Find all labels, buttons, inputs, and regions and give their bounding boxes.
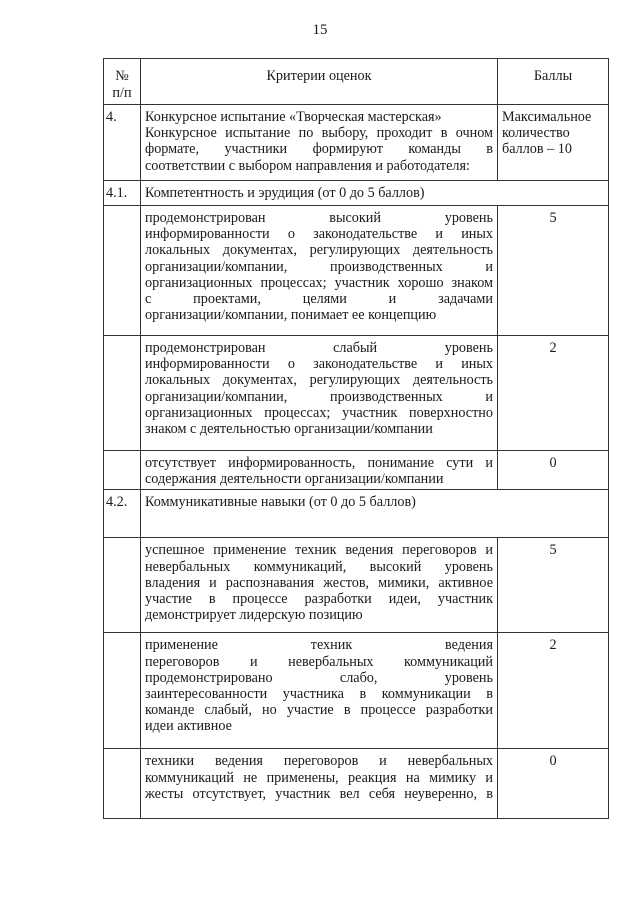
criterion-line: техники ведения переговоров и невербальных: [145, 753, 493, 770]
score-value: 5: [498, 538, 609, 633]
table-row-section-4-2: [104, 490, 609, 538]
criterion-line: содержания деятельности организации/компании: [145, 471, 444, 488]
criterion-line: локальных документах, регулирующих деятельность: [145, 242, 493, 259]
empty-number-cell: [104, 749, 141, 819]
criterion-line: невербальных коммуникаций, высокий уровень: [145, 558, 493, 575]
score-value: 5: [498, 206, 609, 336]
max-score-line: Максимальное: [502, 109, 592, 125]
criterion-line: знаком с деятельностью организации/компании: [145, 421, 433, 438]
criterion-line: информированности о законодательстве и иных: [145, 356, 493, 373]
table-row: [104, 336, 609, 451]
criterion-line: успешное применение техник ведения переговоров и: [145, 542, 493, 559]
header-number-line2: п/п: [112, 85, 132, 101]
description-line: Конкурсное испытание по выбору, проходит в очном: [145, 125, 493, 142]
criterion-text: [141, 538, 498, 633]
criterion-line: отсутствует информированность, понимание сути и: [145, 455, 493, 471]
criterion-line: владения и распознавания жестов, мимики, активное: [145, 574, 493, 591]
criterion-text: [141, 336, 498, 451]
empty-number-cell: [104, 206, 141, 336]
criterion-line: продемонстрирован высокий уровень: [145, 210, 493, 226]
table-header-row: [104, 59, 609, 105]
criterion-line: организационных процессах; участник поверхностно: [145, 404, 493, 421]
page-number: 15: [312, 22, 328, 38]
criterion-line: участие в процессе разработки идеи, участник: [145, 591, 493, 608]
header-number: [104, 59, 141, 105]
score-value: 2: [498, 336, 609, 451]
score-value: 2: [498, 633, 609, 749]
description-line: Конкурсное испытание «Творческая мастерская»: [145, 109, 442, 125]
table-row: [104, 749, 609, 819]
row-number: 4.1.: [104, 181, 141, 206]
table-row: [104, 451, 609, 490]
table-row: [104, 206, 609, 336]
criterion-line: команде слабый, но участие в процессе разработки: [145, 702, 493, 719]
row-number: 4.2.: [104, 490, 141, 538]
criterion-line: заинтересованности участника в коммуникации в: [145, 686, 493, 703]
table-row-section-4: [104, 105, 609, 181]
criterion-line: организационных процессах; участник хорошо знаком: [145, 274, 493, 291]
criterion-line: применение техник ведения: [145, 637, 493, 654]
criterion-text: [141, 633, 498, 749]
header-criteria: Критерии оценок: [141, 59, 498, 105]
criterion-line: демонстрирует лидерскую позицию: [145, 607, 363, 624]
empty-number-cell: [104, 336, 141, 451]
criteria-table: [103, 58, 609, 819]
criterion-line: информированности о законодательстве и иных: [145, 226, 493, 243]
criterion-line: организации/компании, понимает ее концепцию: [145, 307, 437, 324]
section-title: Компетентность и эрудиция (от 0 до 5 баллов): [141, 181, 609, 206]
criterion-line: коммуникаций не применены, реакция на мимику и: [145, 769, 493, 786]
section-description: [141, 105, 498, 181]
criterion-line: с проектами, целями и задачами: [145, 291, 493, 308]
score-value: 0: [498, 749, 609, 819]
description-line: соответствии с выбором направления и работодателя:: [145, 157, 470, 174]
criterion-text: [141, 451, 498, 490]
criterion-line: локальных документах, регулирующих деятельность: [145, 372, 493, 389]
criterion-line: продемонстрировано слабо, уровень: [145, 669, 493, 686]
empty-number-cell: [104, 538, 141, 633]
section-title: Коммуникативные навыки (от 0 до 5 баллов): [141, 490, 609, 538]
description-line: формате, участники формируют команды в: [145, 141, 493, 158]
table-row-section-4-1: [104, 181, 609, 206]
criterion-line: организации/компании, производственных и: [145, 388, 493, 405]
criterion-line: идеи активное: [145, 718, 232, 735]
criterion-line: организации/компании, производственных и: [145, 258, 493, 275]
empty-number-cell: [104, 451, 141, 490]
empty-number-cell: [104, 633, 141, 749]
criterion-line: переговоров и невербальных коммуникаций: [145, 653, 493, 670]
row-number: 4.: [104, 105, 141, 181]
header-score: Баллы: [498, 59, 609, 105]
criterion-line: жесты отсутствует, участник вел себя неуверенно, в: [145, 785, 493, 802]
max-score-line: количество: [502, 125, 570, 142]
max-score-line: баллов – 10: [502, 141, 572, 158]
score-value: 0: [498, 451, 609, 490]
header-number-line1: №: [115, 68, 129, 84]
table-row: [104, 633, 609, 749]
table-row: [104, 538, 609, 633]
criterion-text: [141, 206, 498, 336]
max-score: [498, 105, 609, 181]
criterion-text: [141, 749, 498, 819]
criterion-line: продемонстрирован слабый уровень: [145, 340, 493, 356]
